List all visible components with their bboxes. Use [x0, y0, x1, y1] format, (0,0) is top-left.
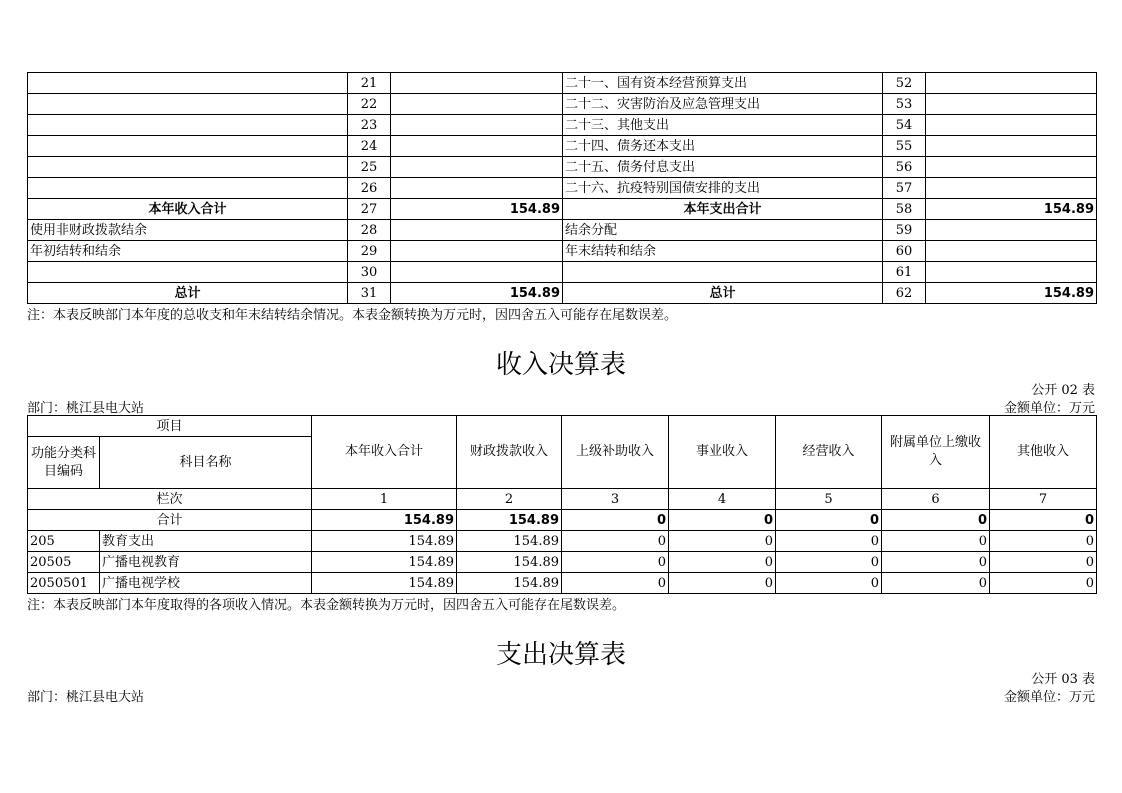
income-row: [28, 531, 1097, 552]
summary-right-no: 55: [883, 136, 926, 157]
summary-left-label: [28, 178, 348, 199]
column-index: 6: [882, 489, 990, 510]
summary-right-amount: [926, 241, 1097, 262]
sum-value: 0: [669, 510, 776, 531]
summary-left-amount: [391, 94, 563, 115]
summary-right-no: 58: [883, 199, 926, 220]
row-value: 154.89: [457, 531, 562, 552]
summary-right-amount: [926, 157, 1097, 178]
summary-note: 注：本表反映部门本年度的总收支和年末结转结余情况。本表金额转换为万元时，因四舍五入可能存在尾数误差。: [27, 308, 678, 323]
summary-right-no: 61: [883, 262, 926, 283]
summary-left-no: 22: [348, 94, 391, 115]
sum-value: 0: [990, 510, 1097, 531]
header-career: 事业收入: [669, 416, 776, 489]
row-value: 0: [562, 573, 669, 594]
summary-right-label: 二十四、债务还本支出: [563, 136, 883, 157]
row-name: 教育支出: [100, 531, 312, 552]
summary-left-amount: [391, 73, 563, 94]
summary-right-amount: [926, 262, 1097, 283]
summary-row: [28, 73, 1097, 94]
summary-right-no: 59: [883, 220, 926, 241]
summary-left-no: 21: [348, 73, 391, 94]
row-name: 广播电视教育: [100, 552, 312, 573]
summary-left-label: [28, 262, 348, 283]
summary-row: [28, 241, 1097, 262]
sum-value: 0: [562, 510, 669, 531]
summary-right-amount: [926, 178, 1097, 199]
summary-left-amount: 154.89: [391, 283, 563, 304]
summary-row: [28, 178, 1097, 199]
summary-left-label: 总计: [28, 283, 348, 304]
header-superior: 上级补助收入: [562, 416, 669, 489]
summary-right-label: 二十二、灾害防治及应急管理支出: [563, 94, 883, 115]
row-value: 0: [990, 573, 1097, 594]
row-value: 0: [669, 573, 776, 594]
summary-table: [27, 72, 1097, 304]
summary-right-no: 52: [883, 73, 926, 94]
summary-left-amount: [391, 157, 563, 178]
summary-right-label: 二十一、国有资本经营预算支出: [563, 73, 883, 94]
summary-left-amount: 154.89: [391, 199, 563, 220]
row-value: 0: [990, 552, 1097, 573]
summary-left-amount: [391, 241, 563, 262]
summary-right-amount: [926, 220, 1097, 241]
summary-row: [28, 94, 1097, 115]
header-code: 功能分类科目编码: [28, 437, 100, 489]
summary-row: [28, 283, 1097, 304]
column-index: 1: [312, 489, 457, 510]
summary-right-label: 二十六、抗疫特别国债安排的支出: [563, 178, 883, 199]
row-value: 0: [990, 531, 1097, 552]
summary-row: [28, 199, 1097, 220]
summary-left-label: [28, 136, 348, 157]
income-note: 注：本表反映部门本年度取得的各项收入情况。本表金额转换为万元时，因四舍五入可能存在尾数误差。: [27, 598, 626, 613]
column-index: 3: [562, 489, 669, 510]
row-code: 205: [28, 531, 100, 552]
summary-right-label: 二十五、债务付息支出: [563, 157, 883, 178]
income-table: [27, 415, 1097, 594]
summary-left-no: 30: [348, 262, 391, 283]
summary-left-label: [28, 157, 348, 178]
summary-right-amount: [926, 73, 1097, 94]
expense-title: 支出决算表: [495, 640, 626, 670]
summary-left-no: 23: [348, 115, 391, 136]
row-value: 0: [882, 573, 990, 594]
summary-right-amount: [926, 115, 1097, 136]
header-total: 本年收入合计: [312, 416, 457, 489]
header-affiliate: 附属单位上缴收入: [882, 416, 990, 489]
summary-left-no: 25: [348, 157, 391, 178]
row-value: 0: [669, 531, 776, 552]
summary-left-no: 29: [348, 241, 391, 262]
row-value: 154.89: [457, 552, 562, 573]
income-dept: 部门：桃江县电大站: [27, 401, 145, 416]
income-title: 收入决算表: [495, 350, 626, 380]
column-index: 4: [669, 489, 776, 510]
summary-row: [28, 157, 1097, 178]
row-value: 0: [776, 573, 882, 594]
row-value: 0: [776, 531, 882, 552]
row-value: 154.89: [457, 573, 562, 594]
row-value: 0: [776, 552, 882, 573]
summary-left-label: [28, 115, 348, 136]
summary-row: [28, 115, 1097, 136]
sum-value: 154.89: [457, 510, 562, 531]
summary-right-amount: 154.89: [926, 199, 1097, 220]
summary-right-no: 62: [883, 283, 926, 304]
summary-left-no: 31: [348, 283, 391, 304]
expense-table-code: 公开 03 表: [1031, 672, 1095, 687]
row-value: 154.89: [312, 531, 457, 552]
row-value: 0: [562, 552, 669, 573]
summary-left-no: 26: [348, 178, 391, 199]
income-table-code: 公开 02 表: [1031, 383, 1095, 398]
header-other: 其他收入: [990, 416, 1097, 489]
expense-dept: 部门：桃江县电大站: [27, 690, 145, 705]
summary-right-label: 年末结转和结余: [563, 241, 883, 262]
income-unit: 金额单位：万元: [1003, 401, 1095, 416]
summary-row: [28, 262, 1097, 283]
sum-value: 154.89: [312, 510, 457, 531]
summary-left-amount: [391, 178, 563, 199]
summary-left-amount: [391, 220, 563, 241]
row-name: 广播电视学校: [100, 573, 312, 594]
summary-left-label: 本年收入合计: [28, 199, 348, 220]
row-value: 0: [882, 552, 990, 573]
summary-left-amount: [391, 136, 563, 157]
income-row: [28, 552, 1097, 573]
summary-left-amount: [391, 262, 563, 283]
summary-left-label: [28, 94, 348, 115]
summary-right-amount: [926, 136, 1097, 157]
summary-right-no: 53: [883, 94, 926, 115]
row-value: 154.89: [312, 573, 457, 594]
summary-right-no: 54: [883, 115, 926, 136]
summary-right-label: 结余分配: [563, 220, 883, 241]
summary-right-label: 二十三、其他支出: [563, 115, 883, 136]
summary-right-no: 57: [883, 178, 926, 199]
summary-right-no: 60: [883, 241, 926, 262]
income-row: [28, 573, 1097, 594]
header-fiscal: 财政拨款收入: [457, 416, 562, 489]
row-code: 20505: [28, 552, 100, 573]
header-name: 科目名称: [100, 437, 312, 489]
row-value: 0: [882, 531, 990, 552]
summary-left-label: 年初结转和结余: [28, 241, 348, 262]
expense-unit: 金额单位：万元: [1003, 690, 1095, 705]
summary-right-no: 56: [883, 157, 926, 178]
summary-right-label: 总计: [563, 283, 883, 304]
summary-left-label: [28, 73, 348, 94]
column-index-label: 栏次: [28, 489, 312, 510]
summary-right-amount: [926, 94, 1097, 115]
summary-left-no: 24: [348, 136, 391, 157]
column-index: 7: [990, 489, 1097, 510]
summary-row: [28, 136, 1097, 157]
summary-left-no: 28: [348, 220, 391, 241]
sum-label: 合计: [28, 510, 312, 531]
summary-left-no: 27: [348, 199, 391, 220]
summary-row: [28, 220, 1097, 241]
sum-value: 0: [776, 510, 882, 531]
summary-right-label: 本年支出合计: [563, 199, 883, 220]
summary-right-label: [563, 262, 883, 283]
row-code: 2050501: [28, 573, 100, 594]
sum-value: 0: [882, 510, 990, 531]
row-value: 0: [669, 552, 776, 573]
header-business: 经营收入: [776, 416, 882, 489]
summary-right-amount: 154.89: [926, 283, 1097, 304]
row-value: 154.89: [312, 552, 457, 573]
header-item: 项目: [28, 416, 312, 437]
summary-left-label: 使用非财政拨款结余: [28, 220, 348, 241]
row-value: 0: [562, 531, 669, 552]
column-index: 2: [457, 489, 562, 510]
summary-left-amount: [391, 115, 563, 136]
column-index: 5: [776, 489, 882, 510]
